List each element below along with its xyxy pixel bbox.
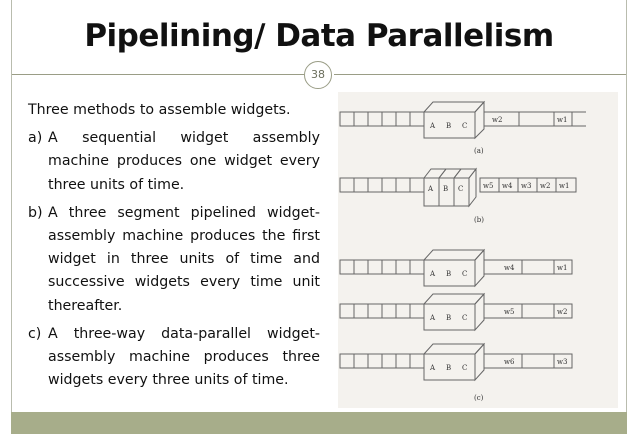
station-label: A bbox=[430, 270, 436, 278]
list-item-b bbox=[28, 202, 320, 318]
divider-right bbox=[334, 74, 626, 75]
station-label: B bbox=[446, 270, 452, 278]
row-c1 bbox=[340, 250, 572, 286]
slide-title: Pipelining/ Data Parallelism bbox=[84, 18, 554, 54]
right-frame-line bbox=[626, 0, 627, 412]
list-marker: b) bbox=[28, 204, 43, 221]
slide-body bbox=[28, 99, 320, 397]
caption-a: (a) bbox=[474, 147, 484, 155]
caption-b: (b) bbox=[474, 216, 484, 224]
list-item-text: A three-way data-parallel widget-assembly machine produces three widgets every three units of time. bbox=[48, 325, 320, 389]
station-label: A bbox=[430, 122, 436, 130]
station-label: C bbox=[462, 122, 468, 130]
widget-label: w6 bbox=[504, 358, 515, 366]
widget-label: w1 bbox=[557, 116, 568, 124]
station-label: B bbox=[443, 185, 449, 193]
row-c2 bbox=[340, 294, 572, 330]
list-item-a bbox=[28, 127, 320, 197]
station-label: C bbox=[462, 314, 468, 322]
page-number-badge: 38 bbox=[304, 61, 332, 89]
widget-label: w2 bbox=[540, 182, 551, 190]
station-label: A bbox=[430, 314, 436, 322]
widget-assembly-diagram bbox=[338, 92, 618, 408]
station-label: B bbox=[446, 364, 452, 372]
widget-label: w3 bbox=[521, 182, 532, 190]
divider-left bbox=[12, 74, 304, 75]
station-label: B bbox=[446, 122, 452, 130]
list-marker: a) bbox=[28, 130, 43, 147]
row-c3 bbox=[340, 344, 572, 380]
list-item-c bbox=[28, 323, 320, 393]
widget-label: w5 bbox=[483, 182, 494, 190]
widget-label: w4 bbox=[502, 182, 513, 190]
station-label: C bbox=[462, 270, 468, 278]
widget-assembly-figure bbox=[338, 92, 618, 408]
list-item-text: A sequential widget assembly machine produces one widget every three units of time. bbox=[48, 130, 320, 193]
row-a bbox=[340, 102, 586, 138]
left-frame-line bbox=[11, 0, 12, 412]
widget-label: w2 bbox=[492, 116, 503, 124]
widget-label: w3 bbox=[557, 358, 568, 366]
widget-label: w1 bbox=[557, 264, 568, 272]
caption-c: (c) bbox=[474, 394, 484, 402]
widget-label: w4 bbox=[504, 264, 515, 272]
intro-text: Three methods to assemble widgets. bbox=[28, 102, 291, 118]
station-label: B bbox=[446, 314, 452, 322]
list-item-text: A three segment pipelined widget-assembly machine produces the first widget in three units of time and successive widgets every time unit thereafter. bbox=[48, 204, 320, 314]
footer-accent-bar bbox=[11, 412, 627, 434]
list-marker: c) bbox=[28, 325, 42, 342]
station-label: C bbox=[458, 185, 464, 193]
widget-label: w1 bbox=[559, 182, 570, 190]
station-label: A bbox=[430, 364, 436, 372]
station-label: A bbox=[428, 185, 434, 193]
widget-label: w2 bbox=[557, 308, 568, 316]
widget-label: w5 bbox=[504, 308, 515, 316]
station-label: C bbox=[462, 364, 468, 372]
